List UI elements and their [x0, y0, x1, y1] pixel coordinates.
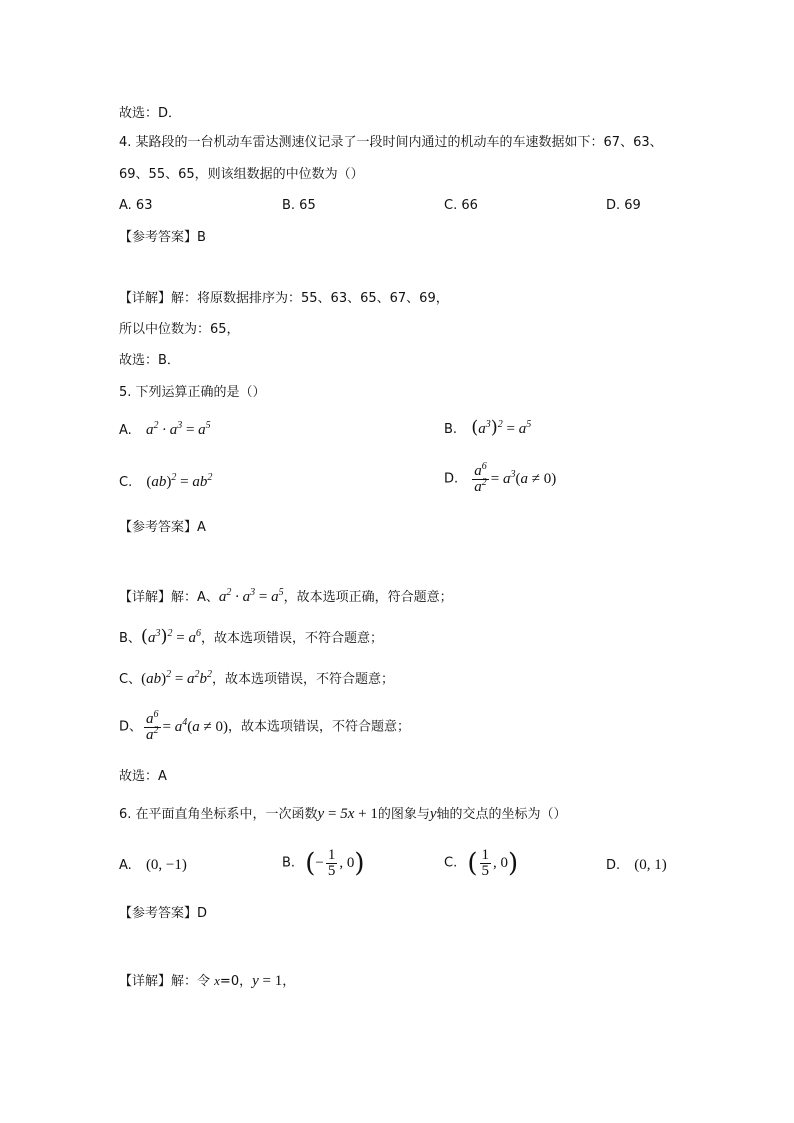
q6-option-a: A. (0, −1) [119, 857, 187, 873]
q6-answer: 【参考答案】D [119, 906, 208, 921]
q5-option-a: A. $a^2 \cdot a^3 = a^5$ [119, 420, 211, 438]
q5-answer: 【参考答案】A [119, 520, 206, 535]
q5-detail-d: D、 $\frac{a^6}{a^2}$ = $a^4(a \ne 0)$，故本选项错误，不符合题意； [119, 709, 410, 743]
q4-answer: 【参考答案】B [119, 230, 206, 245]
prev-conclusion: 故选：D． [119, 106, 182, 121]
q6-detail: 【详解】解：令 x=0，y = 1， [119, 973, 296, 989]
q4-option-a: A. 63 [119, 198, 153, 213]
q6-stem: 6. 在平面直角坐标系中，一次函数y = 5x + 1的图象与y轴的交点的坐标为（） [119, 806, 567, 822]
q5-detail-a: 【详解】解：A、$a^2 \cdot a^3 = a^5$，故本选项正确，符合题意； [119, 587, 453, 605]
q6-option-c: C. ( $\frac{1}{5}$ , 0) [444, 847, 519, 879]
q4-stem-line1: 4. 某路段的一台机动车雷达测速仪记录了一段时间内通过的机动车的车速数据如下：67、63、 [119, 135, 663, 150]
q6-option-b: B. (− $\frac{1}{5}$ , 0) [282, 847, 365, 879]
q4-option-b: B. 65 [282, 198, 316, 213]
q5-option-b: B. $(a^3)^2 = a^5$ [444, 417, 532, 438]
q5-detail-c: C、$(ab)^2 = a^2b^2$，故本选项错误，不符合题意； [119, 669, 395, 687]
q5-stem: 5. 下列运算正确的是（） [119, 385, 266, 400]
q4-option-c: C. 66 [444, 198, 478, 213]
q4-detail-line1: 【详解】解：将原数据排序为：55、63、65、67、69， [119, 291, 449, 306]
q5-detail-b: B、$(a^3)^2 = a^6$，故本选项错误，不符合题意； [119, 626, 383, 647]
q5-option-d: D. $\frac{a^6}{a^2}$ = $a^3(a \ne 0)$ [444, 461, 557, 495]
q5-option-c: C. $(ab)^2 = ab^2$ [119, 472, 213, 490]
q6-option-d: D. (0, 1) [606, 857, 667, 873]
q4-detail-line2: 所以中位数为：65， [119, 322, 240, 337]
q5-conclusion: 故选：A [119, 769, 167, 784]
q4-option-d: D. 69 [606, 198, 641, 213]
q4-stem-line2: 69、55、65，则该组数据的中位数为（） [119, 167, 364, 182]
q4-conclusion: 故选：B． [119, 353, 180, 368]
